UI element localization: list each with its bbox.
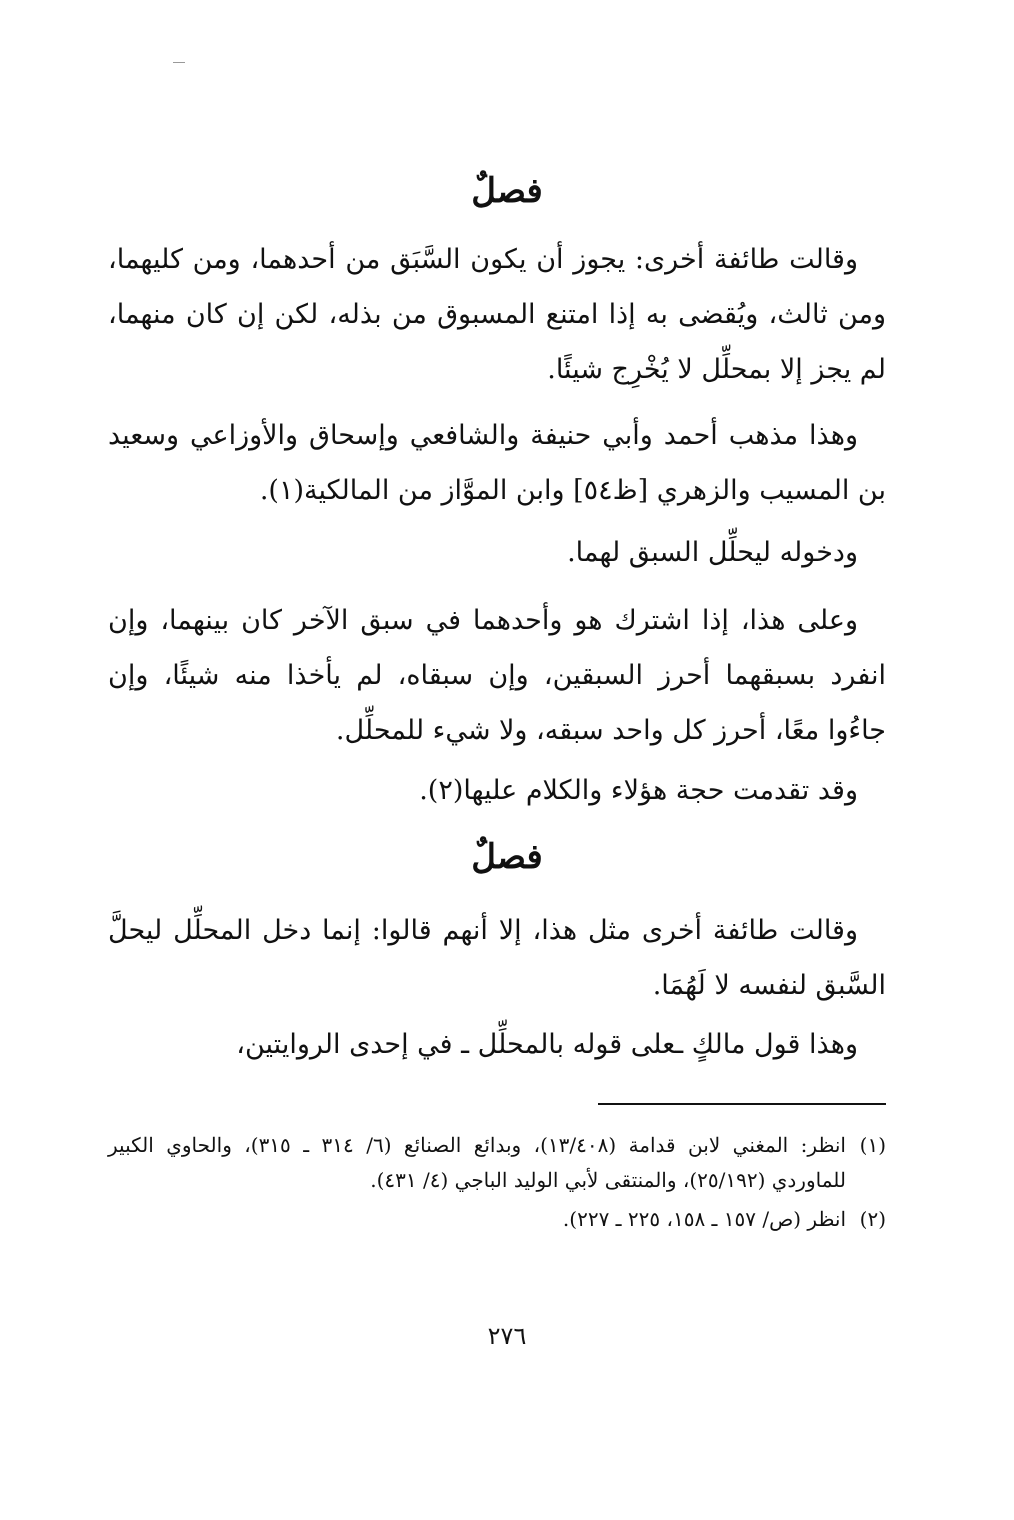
scan-mark bbox=[173, 62, 185, 63]
footnote-marker: (٢) bbox=[859, 1207, 886, 1231]
section-heading-2: فصلٌ bbox=[471, 837, 543, 877]
footnote-text: انظر: المغني لابن قدامة (١٣/٤٠٨)، وبدائع الصنائع (٦/ ٣١٤ ـ ٣١٥)، والحاوي الكبير للماوردي (٢٥/١٩٢)، والمنتقى لأبي الوليد الباجي (٤/ ٤٣١). bbox=[108, 1133, 846, 1192]
footnote-separator bbox=[598, 1103, 886, 1105]
footnote-text: انظر (ص/ ١٥٧ ـ ١٥٨، ٢٢٥ ـ ٢٢٧). bbox=[562, 1207, 846, 1231]
paragraph-6: وقالت طائفة أخرى مثل هذا، إلا أنهم قالوا: إنما دخل المحلِّل ليحلَّ السَّبق لنفسه لا لَهُمَا. bbox=[108, 915, 886, 1001]
paragraph-3: ودخوله ليحلِّل السبق لهما. bbox=[567, 537, 858, 568]
paragraph-1: وقالت طائفة أخرى: يجوز أن يكون السَّبَق من أحدهما، ومن كليهما، ومن ثالث، ويُقضى به إذا امتنع المسبوق من بذله، لكن إن كان منهما، لم يجز إلا بمحلِّل لا يُخْرِج شيئًا. bbox=[108, 244, 886, 385]
paragraph-5: وقد تقدمت حجة هؤلاء والكلام عليها(٢). bbox=[419, 775, 858, 806]
footnotes bbox=[108, 1128, 886, 1241]
footnote-marker: (١) bbox=[859, 1133, 886, 1157]
paragraph-7: وهذا قول مالكٍ ـعلى قوله بالمحلِّل ـ في إحدى الروايتين، bbox=[236, 1029, 858, 1060]
footnote-1 bbox=[108, 1128, 886, 1198]
paragraph-2: وهذا مذهب أحمد وأبي حنيفة والشافعي وإسحاق والأوزاعي وسعيد بن المسيب والزهري [ظ٥٤] وابن الموَّاز من المالكية(١). bbox=[108, 420, 886, 506]
section-heading-1: فصلٌ bbox=[471, 171, 543, 211]
paragraph-4: وعلى هذا، إذا اشترك هو وأحدهما في سبق الآخر كان بينهما، وإن انفرد بسبقهما أحرز السبقين، وإن سبقاه، لم يأخذا منه شيئًا، وإن جاءُوا معًا، أحرز كل واحد سبقه، ولا شيء للمحلِّل. bbox=[108, 605, 886, 746]
page-number: ٢٧٦ bbox=[487, 1322, 527, 1350]
footnote-2 bbox=[108, 1202, 886, 1237]
